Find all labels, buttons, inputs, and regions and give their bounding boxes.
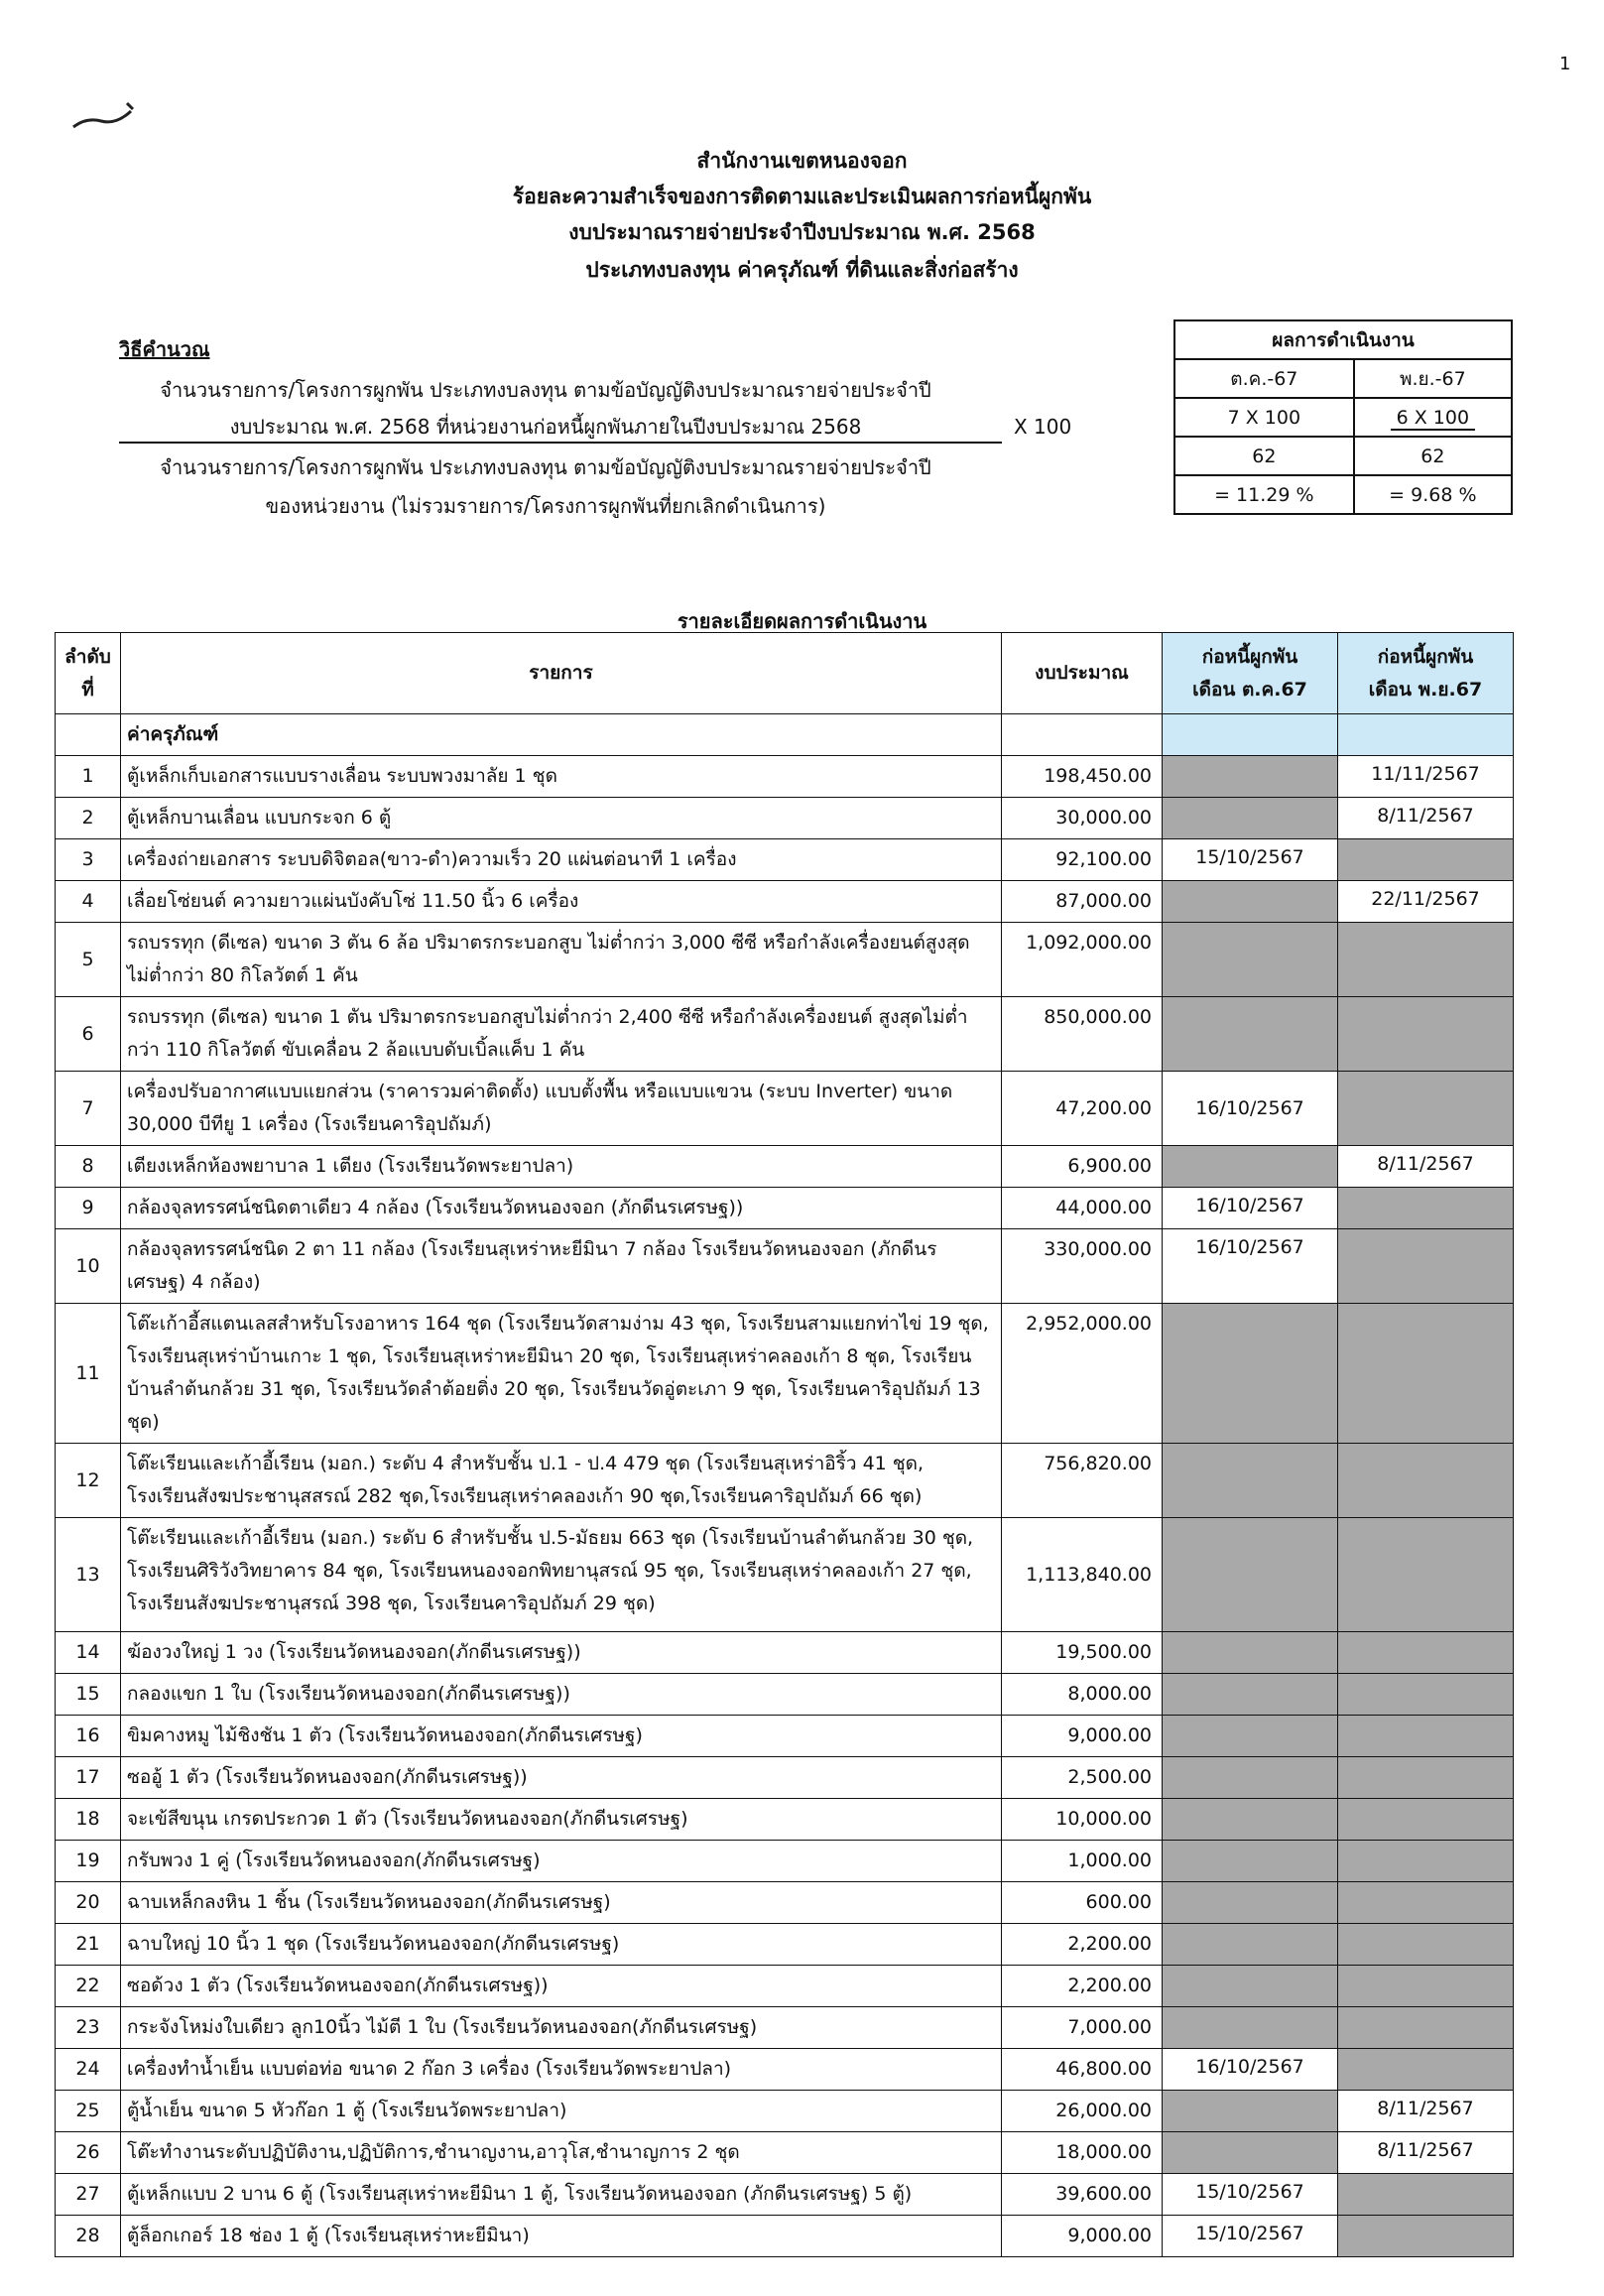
row-oct: 16/10/2567 xyxy=(1163,1072,1338,1146)
row-nov xyxy=(1338,923,1514,997)
category-budget-cell xyxy=(1002,714,1163,756)
row-oct xyxy=(1163,881,1338,923)
table-row xyxy=(56,756,1514,798)
row-number: 12 xyxy=(56,1444,121,1518)
row-nov: 8/11/2567 xyxy=(1338,1146,1514,1188)
row-item: กระจังโหม่งใบเดียว ลูก10นิ้ว ไม้ตี 1 ใบ (โรงเรียนวัดหนองจอก(ภักดีนรเศรษฐ) xyxy=(121,2007,1002,2049)
row-nov xyxy=(1338,2216,1514,2257)
row-budget: 9,000.00 xyxy=(1002,2216,1163,2257)
table-row xyxy=(56,1229,1514,1304)
row-item: ตู้เหล็กแบบ 2 บาน 6 ตู้ (โรงเรียนสุเหร่าหะยีมินา 1 ตู้, โรงเรียนวัดหนองจอก (ภักดีนรเศรษฐ) 5 ตู้) xyxy=(121,2174,1002,2216)
row-number: 27 xyxy=(56,2174,121,2216)
row-budget: 198,450.00 xyxy=(1002,756,1163,798)
row-oct: 16/10/2567 xyxy=(1163,2049,1338,2091)
row-budget: 2,952,000.00 xyxy=(1002,1304,1163,1444)
row-budget: 2,200.00 xyxy=(1002,1924,1163,1966)
table-row xyxy=(56,1799,1514,1841)
row-item: ตู้เหล็กเก็บเอกสารแบบรางเลื่อน ระบบพวงมาลัย 1 ชุด xyxy=(121,756,1002,798)
row-nov xyxy=(1338,1882,1514,1924)
results-value-oct: = 11.29 % xyxy=(1174,475,1354,514)
row-oct xyxy=(1163,1304,1338,1444)
row-item: โต๊ะเก้าอี้สแตนเลสสำหรับโรงอาหาร 164 ชุด (โรงเรียนวัดสามง่าม 43 ชุด, โรงเรียนสามแยกท่าไข่ 19 ชุด, โรงเรียนสุเหร่าบ้านเกาะ 1 ชุด, โรงเรียนสุเหร่าหะยีมินา 20 ชุด, โรงเรียนสุเหร่าคลองเก้า 8 ชุด, โรงเรียนบ้านลำต้นกล้วย 31 ชุด, โรงเรียนวัดลำต้อยติ่ง 20 ชุด, โรงเรียนวัดอู่ตะเภา 9 ชุด, โรงเรียนคาริอุปถัมภ์ 13 ชุด) xyxy=(121,1304,1002,1444)
row-item: ขิมคางหมู ไม้ชิงชัน 1 ตัว (โรงเรียนวัดหนองจอก(ภักดีนรเศรษฐ) xyxy=(121,1716,1002,1757)
row-oct xyxy=(1163,1674,1338,1716)
row-oct xyxy=(1163,1444,1338,1518)
row-nov xyxy=(1338,1799,1514,1841)
table-row xyxy=(56,2132,1514,2174)
row-nov: 11/11/2567 xyxy=(1338,756,1514,798)
row-number: 15 xyxy=(56,1674,121,1716)
row-nov xyxy=(1338,1304,1514,1444)
row-oct xyxy=(1163,1924,1338,1966)
denominator-line-2: ของหน่วยงาน (ไม่รวมรายการ/โครงการผูกพันที่ยกเลิกดำเนินการ) xyxy=(265,494,826,518)
row-budget: 2,500.00 xyxy=(1002,1757,1163,1799)
row-oct xyxy=(1163,1146,1338,1188)
row-number: 9 xyxy=(56,1188,121,1229)
table-row xyxy=(56,2174,1514,2216)
results-title: ผลการดำเนินงาน xyxy=(1174,320,1512,359)
row-nov xyxy=(1338,997,1514,1072)
results-month-oct: ต.ค.-67 xyxy=(1174,359,1354,398)
row-item: โต๊ะทำงานระดับปฏิบัติงาน,ปฏิบัติการ,ชำนาญงาน,อาวุโส,ชำนาญการ 2 ชุด xyxy=(121,2132,1002,2174)
header-oct-line1: ก่อหนี้ผูกพัน xyxy=(1201,645,1298,668)
row-item: โต๊ะเรียนและเก้าอี้เรียน (มอก.) ระดับ 6 สำหรับชั้น ป.5-มัธยม 663 ชุด (โรงเรียนบ้านลำต้นกล้วย 30 ชุด, โรงเรียนศิริวังวิทยาคาร 84 ชุด, โรงเรียนหนองจอกพิทยานุสรณ์ 95 ชุด, โรงเรียนสุเหร่าคลองเก้า 27 ชุด, โรงเรียนสังฆประชานุสรณ์ 398 ชุด, โรงเรียนคาริอุปถัมภ์ 29 ชุด) xyxy=(121,1518,1002,1632)
row-oct xyxy=(1163,1716,1338,1757)
row-number: 17 xyxy=(56,1757,121,1799)
table-row xyxy=(56,1841,1514,1882)
table-row xyxy=(56,1146,1514,1188)
row-number: 2 xyxy=(56,798,121,839)
results-denominator-oct: 62 xyxy=(1174,437,1354,475)
row-number: 4 xyxy=(56,881,121,923)
row-nov xyxy=(1338,2049,1514,2091)
table-row xyxy=(56,1188,1514,1229)
category-no-cell xyxy=(56,714,121,756)
row-nov: 8/11/2567 xyxy=(1338,2091,1514,2132)
row-number: 28 xyxy=(56,2216,121,2257)
row-item: เครื่องถ่ายเอกสาร ระบบดิจิตอล(ขาว-ดำ)ความเร็ว 20 แผ่นต่อนาที 1 เครื่อง xyxy=(121,839,1002,881)
row-nov: 8/11/2567 xyxy=(1338,798,1514,839)
row-number: 20 xyxy=(56,1882,121,1924)
row-budget: 18,000.00 xyxy=(1002,2132,1163,2174)
table-row xyxy=(56,1632,1514,1674)
row-item: ฉาบเหล็กลงหิน 1 ชิ้น (โรงเรียนวัดหนองจอก(ภักดีนรเศรษฐ) xyxy=(121,1882,1002,1924)
row-nov xyxy=(1338,1072,1514,1146)
row-oct: 15/10/2567 xyxy=(1163,2216,1338,2257)
row-number: 22 xyxy=(56,1966,121,2007)
row-number: 26 xyxy=(56,2132,121,2174)
method-label: วิธีคำนวณ xyxy=(119,337,210,361)
row-budget: 46,800.00 xyxy=(1002,2049,1163,2091)
table-row xyxy=(56,2007,1514,2049)
row-item: รถบรรทุก (ดีเซล) ขนาด 3 ตัน 6 ล้อ ปริมาตรกระบอกสูบ ไม่ต่ำกว่า 3,000 ซีซี หรือกำลังเครื่องยนต์สูงสุด ไม่ต่ำกว่า 80 กิโลวัตต์ 1 คัน xyxy=(121,923,1002,997)
numerator-line-1: จำนวนรายการ/โครงการผูกพัน ประเภทงบลงทุน ตามข้อบัญญัติงบประมาณรายจ่ายประจำปี xyxy=(160,378,931,402)
row-number: 19 xyxy=(56,1841,121,1882)
table-row xyxy=(56,1757,1514,1799)
row-budget: 1,000.00 xyxy=(1002,1841,1163,1882)
row-oct: 16/10/2567 xyxy=(1163,1229,1338,1304)
row-item: เตียงเหล็กห้องพยาบาล 1 เตียง (โรงเรียนวัดพระยาปลา) xyxy=(121,1146,1002,1188)
row-budget: 19,500.00 xyxy=(1002,1632,1163,1674)
row-number: 7 xyxy=(56,1072,121,1146)
table-row xyxy=(56,1924,1514,1966)
row-oct xyxy=(1163,1799,1338,1841)
row-item: ซอด้วง 1 ตัว (โรงเรียนวัดหนองจอก(ภักดีนรเศรษฐ)) xyxy=(121,1966,1002,2007)
results-month-nov: พ.ย.-67 xyxy=(1354,359,1512,398)
table-row xyxy=(56,839,1514,881)
row-oct xyxy=(1163,997,1338,1072)
row-budget: 26,000.00 xyxy=(1002,2091,1163,2132)
row-oct xyxy=(1163,2007,1338,2049)
row-nov xyxy=(1338,1674,1514,1716)
table-row xyxy=(56,1674,1514,1716)
results-value-nov: = 9.68 % xyxy=(1354,475,1512,514)
fraction-bar xyxy=(119,442,1002,444)
row-number: 11 xyxy=(56,1304,121,1444)
table-row xyxy=(56,798,1514,839)
row-number: 8 xyxy=(56,1146,121,1188)
row-budget: 6,900.00 xyxy=(1002,1146,1163,1188)
page-number: 1 xyxy=(1559,54,1571,74)
row-item: ตู้ล็อกเกอร์ 18 ช่อง 1 ตู้ (โรงเรียนสุเหร่าหะยีมินา) xyxy=(121,2216,1002,2257)
row-number: 10 xyxy=(56,1229,121,1304)
row-oct xyxy=(1163,1518,1338,1632)
row-budget: 39,600.00 xyxy=(1002,2174,1163,2216)
row-budget: 87,000.00 xyxy=(1002,881,1163,923)
row-nov xyxy=(1338,1518,1514,1632)
row-nov xyxy=(1338,1924,1514,1966)
table-row xyxy=(56,1716,1514,1757)
row-item: กล้องจุลทรรศน์ชนิด 2 ตา 11 กล้อง (โรงเรียนสุเหร่าหะยีมินา 7 กล้อง โรงเรียนวัดหนองจอก (ภักดีนรเศรษฐ) 4 กล้อง) xyxy=(121,1229,1002,1304)
results-numerator-nov-value: 6 X 100 xyxy=(1391,407,1475,431)
row-oct xyxy=(1163,923,1338,997)
row-budget: 2,200.00 xyxy=(1002,1966,1163,2007)
row-number: 3 xyxy=(56,839,121,881)
row-budget: 9,000.00 xyxy=(1002,1716,1163,1757)
row-budget: 600.00 xyxy=(1002,1882,1163,1924)
header-budget-year: งบประมาณรายจ่ายประจำปีงบประมาณ พ.ศ. 2568 xyxy=(568,220,1036,244)
table-row xyxy=(56,1444,1514,1518)
header-budget: งบประมาณ xyxy=(1002,633,1163,714)
row-number: 25 xyxy=(56,2091,121,2132)
row-oct xyxy=(1163,1966,1338,2007)
row-oct xyxy=(1163,756,1338,798)
header-category: ประเภทงบลงทุน ค่าครุภัณฑ์ ที่ดินและสิ่งก่อสร้าง xyxy=(585,258,1019,282)
row-nov xyxy=(1338,1444,1514,1518)
row-number: 13 xyxy=(56,1518,121,1632)
row-number: 23 xyxy=(56,2007,121,2049)
row-nov xyxy=(1338,1716,1514,1757)
row-oct xyxy=(1163,2132,1338,2174)
header-item: รายการ xyxy=(121,633,1002,714)
category-oct-cell xyxy=(1163,714,1338,756)
row-budget: 756,820.00 xyxy=(1002,1444,1163,1518)
table-row xyxy=(56,1304,1514,1444)
row-item: ซออู้ 1 ตัว (โรงเรียนวัดหนองจอก(ภักดีนรเศรษฐ)) xyxy=(121,1757,1002,1799)
row-number: 16 xyxy=(56,1716,121,1757)
table-row xyxy=(56,1882,1514,1924)
row-item: รถบรรทุก (ดีเซล) ขนาด 1 ตัน ปริมาตรกระบอกสูบไม่ต่ำกว่า 2,400 ซีซี หรือกำลังเครื่องยนต์ สูงสุดไม่ต่ำกว่า 110 กิโลวัตต์ ขับเคลื่อน 2 ล้อแบบดับเบิ้ลแค็บ 1 คัน xyxy=(121,997,1002,1072)
row-budget: 44,000.00 xyxy=(1002,1188,1163,1229)
row-number: 21 xyxy=(56,1924,121,1966)
row-budget: 330,000.00 xyxy=(1002,1229,1163,1304)
row-oct: 15/10/2567 xyxy=(1163,839,1338,881)
table-row xyxy=(56,2216,1514,2257)
row-budget: 47,200.00 xyxy=(1002,1072,1163,1146)
row-budget: 7,000.00 xyxy=(1002,2007,1163,2049)
row-item: กรับพวง 1 คู่ (โรงเรียนวัดหนองจอก(ภักดีนรเศรษฐ) xyxy=(121,1841,1002,1882)
header-oct-line2: เดือน ต.ค.67 xyxy=(1192,678,1307,701)
header-oct xyxy=(1163,633,1338,714)
results-table xyxy=(1173,319,1513,515)
row-budget: 1,113,840.00 xyxy=(1002,1518,1163,1632)
row-nov: 8/11/2567 xyxy=(1338,2132,1514,2174)
row-budget: 92,100.00 xyxy=(1002,839,1163,881)
header-nov-line2: เดือน พ.ย.67 xyxy=(1368,678,1483,701)
category-nov-cell xyxy=(1338,714,1514,756)
row-budget: 30,000.00 xyxy=(1002,798,1163,839)
row-item: ตู้น้ำเย็น ขนาด 5 หัวก๊อก 1 ตู้ (โรงเรียนวัดพระยาปลา) xyxy=(121,2091,1002,2132)
row-number: 18 xyxy=(56,1799,121,1841)
row-item: ฆ้องวงใหญ่ 1 วง (โรงเรียนวัดหนองจอก(ภักดีนรเศรษฐ)) xyxy=(121,1632,1002,1674)
row-nov xyxy=(1338,1757,1514,1799)
row-budget: 1,092,000.00 xyxy=(1002,923,1163,997)
row-oct xyxy=(1163,1757,1338,1799)
results-numerator-oct: 7 X 100 xyxy=(1174,398,1354,437)
denominator-line-1: จำนวนรายการ/โครงการผูกพัน ประเภทงบลงทุน ตามข้อบัญญัติงบประมาณรายจ่ายประจำปี xyxy=(160,455,931,479)
row-oct: 15/10/2567 xyxy=(1163,2174,1338,2216)
table-row xyxy=(56,923,1514,997)
numerator-line-2: งบประมาณ พ.ศ. 2568 ที่หน่วยงานก่อหนี้ผูกพันภายในปีงบประมาณ 2568 xyxy=(229,415,862,439)
row-oct xyxy=(1163,1841,1338,1882)
row-nov xyxy=(1338,1632,1514,1674)
row-nov: 22/11/2567 xyxy=(1338,881,1514,923)
row-budget: 8,000.00 xyxy=(1002,1674,1163,1716)
header-no: ลำดับที่ xyxy=(56,633,121,714)
row-oct xyxy=(1163,2091,1338,2132)
header-nov-line1: ก่อหนี้ผูกพัน xyxy=(1377,645,1474,668)
table-row xyxy=(56,1966,1514,2007)
category-label: ค่าครุภัณฑ์ xyxy=(121,714,1002,756)
row-number: 5 xyxy=(56,923,121,997)
row-budget: 850,000.00 xyxy=(1002,997,1163,1072)
header-title: ร้อยละความสำเร็จของการติดตามและประเมินผลการก่อหนี้ผูกพัน xyxy=(512,185,1092,208)
results-denominator-nov: 62 xyxy=(1354,437,1512,475)
table-row xyxy=(56,1072,1514,1146)
row-nov xyxy=(1338,2174,1514,2216)
row-nov xyxy=(1338,1966,1514,2007)
row-item: จะเข้สีขนุน เกรดประกวด 1 ตัว (โรงเรียนวัดหนองจอก(ภักดีนรเศรษฐ) xyxy=(121,1799,1002,1841)
header-nov xyxy=(1338,633,1514,714)
table-row xyxy=(56,2091,1514,2132)
row-item: กลองแขก 1 ใบ (โรงเรียนวัดหนองจอก(ภักดีนรเศรษฐ)) xyxy=(121,1674,1002,1716)
times-100: X 100 xyxy=(1014,415,1072,439)
row-item: เลื่อยโซ่ยนต์ ความยาวแผ่นบังคับโซ่ 11.50 นิ้ว 6 เครื่อง xyxy=(121,881,1002,923)
table-row xyxy=(56,997,1514,1072)
row-nov xyxy=(1338,1188,1514,1229)
results-numerator-nov xyxy=(1354,398,1512,437)
row-item: ฉาบใหญ่ 10 นิ้ว 1 ชุด (โรงเรียนวัดหนองจอก(ภักดีนรเศรษฐ) xyxy=(121,1924,1002,1966)
row-nov xyxy=(1338,839,1514,881)
row-oct xyxy=(1163,798,1338,839)
row-number: 24 xyxy=(56,2049,121,2091)
row-nov xyxy=(1338,1841,1514,1882)
detail-table xyxy=(55,632,1514,2257)
row-item: เครื่องทำน้ำเย็น แบบต่อท่อ ขนาด 2 ก๊อก 3 เครื่อง (โรงเรียนวัดพระยาปลา) xyxy=(121,2049,1002,2091)
row-item: ตู้เหล็กบานเลื่อน แบบกระจก 6 ตู้ xyxy=(121,798,1002,839)
row-oct xyxy=(1163,1882,1338,1924)
row-budget: 10,000.00 xyxy=(1002,1799,1163,1841)
pen-mark-icon xyxy=(71,97,141,137)
table-row xyxy=(56,2049,1514,2091)
table-row xyxy=(56,881,1514,923)
row-oct: 16/10/2567 xyxy=(1163,1188,1338,1229)
row-number: 1 xyxy=(56,756,121,798)
header-office: สำนักงานเขตหนองจอก xyxy=(696,149,908,173)
row-item: โต๊ะเรียนและเก้าอี้เรียน (มอก.) ระดับ 4 สำหรับชั้น ป.1 - ป.4 479 ชุด (โรงเรียนสุเหร่าอิริ้ว 41 ชุด, โรงเรียนสังฆประชานุสสรณ์ 282 ชุด,โรงเรียนสุเหร่าคลองเก้า 90 ชุด,โรงเรียนคาริอุปถัมภ์ 66 ชุด) xyxy=(121,1444,1002,1518)
row-nov xyxy=(1338,1229,1514,1304)
row-nov xyxy=(1338,2007,1514,2049)
detail-title: รายละเอียดผลการดำเนินงาน xyxy=(677,609,927,633)
row-oct xyxy=(1163,1632,1338,1674)
row-item: กล้องจุลทรรศน์ชนิดตาเดียว 4 กล้อง (โรงเรียนวัดหนองจอก (ภักดีนรเศรษฐ)) xyxy=(121,1188,1002,1229)
row-number: 14 xyxy=(56,1632,121,1674)
row-item: เครื่องปรับอากาศแบบแยกส่วน (ราคารวมค่าติดตั้ง) แบบตั้งพื้น หรือแบบแขวน (ระบบ Inverter) ขนาด 30,000 บีทียู 1 เครื่อง (โรงเรียนคาริอุปถัมภ์) xyxy=(121,1072,1002,1146)
row-number: 6 xyxy=(56,997,121,1072)
table-row xyxy=(56,1518,1514,1632)
